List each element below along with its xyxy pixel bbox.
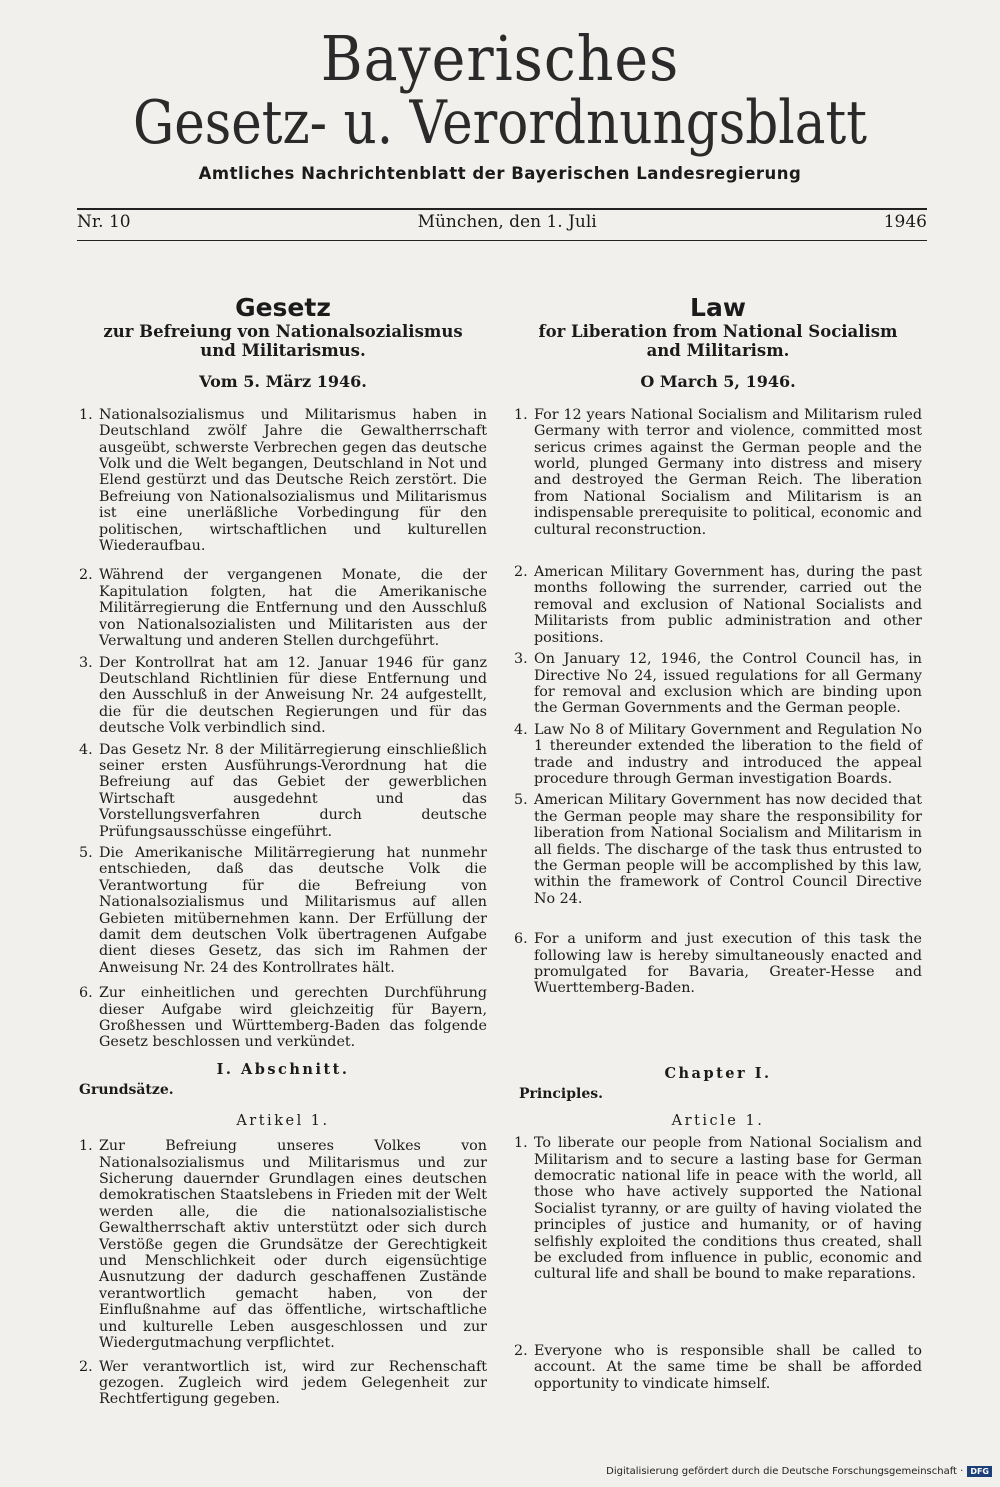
german-preamble (79, 407, 487, 1051)
item-text: Law No 8 of Military Government and Regulation No 1 thereunder extended the liberation to the field of trade and industry and introduced the appeal procedure through German investigation Boards. (534, 721, 922, 787)
masthead-subtitle: Amtliches Nachrichtenblatt der Bayerischen Landesregierung (198, 164, 802, 183)
german-preamble-item (79, 567, 487, 649)
masthead-title-line2: Gesetz- u. Verordnungsblatt (132, 88, 868, 158)
item-text: American Military Government has, during the past months following the surrender, carried out the removal and exclusion of National Socialists and Militarists from public administration and other positions. (534, 564, 922, 646)
english-law-subtitle-line1: for Liberation from National Socialism (538, 322, 898, 342)
english-preamble-item (514, 564, 922, 646)
item-number: 6. (514, 931, 528, 948)
english-preamble-item (514, 792, 922, 907)
german-column (79, 293, 487, 1051)
english-article-item (514, 1343, 922, 1392)
item-number: 4. (79, 741, 93, 758)
german-preamble-item (79, 845, 487, 976)
item-number: 5. (79, 844, 93, 861)
english-article-item (514, 1135, 922, 1283)
item-text: Nationalsozialismus und Militarismus haben in Deutschland zwölf Jahre die Gewaltherrschaft ausgeübt, schwerste Verbrechen gegen das deutsche Volk und die Welt begangen, Deutschland in Not und Elend gestürzt und das Deutsche Reich zerstört. Die Befreiung von Nationalsozialismus und Militarismus ist eine unerläßliche Vorbedingung für den politischen, wirtschaftlichen und kulturellen Wiederaufbau. (99, 406, 487, 555)
german-article-item (79, 1138, 487, 1351)
masthead (60, 22, 940, 183)
item-text: On January 12, 1946, the Control Council has, in Directive No 24, issued regulations for all Germany for removal and exclusion which are binding upon the German Governments and the German people. (534, 651, 922, 717)
item-text: Zur Befreiung unseres Volkes von Nationalsozialismus und Militarismus und zur Sicherung dauernder Grundlagen eines deutschen demokratischen Staatslebens in Frieden mit der Welt werden alle, die die nationalsozialistische Gewaltherrschaft aktiv unterstützt oder sich durch Verstöße gegen die Grundsätze der Gerechtigkeit und Menschlichkeit oder durch eigensüchtige Ausnutzung der dadurch geschaffenen Zustände verantwortlich gemacht haben, von der Einflußnahme auf das öffentliche, wirtschaftliche und kulturelle Leben ausgeschlossen und zur Wiedergutmachung verpflichtet. (99, 1138, 487, 1352)
german-chapter-block (79, 1062, 487, 1408)
item-number: 6. (79, 985, 93, 1002)
english-preamble-item (514, 722, 922, 788)
german-article-heading: Artikel 1. (236, 1112, 330, 1129)
item-number: 3. (79, 654, 93, 671)
item-number: 4. (514, 721, 528, 738)
german-law-subtitle-line2: und Militarismus. (200, 341, 366, 361)
german-preamble-item (79, 655, 487, 737)
item-number: 2. (79, 1358, 93, 1375)
english-chapter-heading: Chapter I. (664, 1065, 772, 1082)
german-law-date: Vom 5. März 1946. (199, 372, 367, 392)
english-preamble-item (514, 931, 922, 997)
english-law-title: Law (690, 293, 746, 322)
masthead-rule-bottom (77, 240, 927, 241)
item-text: Everyone who is responsible shall be called to account. At the same time be shall be afforded opportunity to vindicate himself. (534, 1342, 922, 1392)
german-article-item (79, 1359, 487, 1408)
item-number: 1. (79, 1138, 93, 1155)
issue-line (77, 212, 927, 232)
german-preamble-item (79, 407, 487, 555)
item-text: For 12 years National Socialism and Militarism ruled Germany with terror and violence, committed most sericus crimes against the German people and the world, plunged Germany into distress and misery and destroyed the German Reich. The liberation from National Socialism and Militarism is an indispensable prerequisite to political, economic and cultural reconstruction. (534, 406, 922, 538)
item-number: 2. (514, 1342, 528, 1359)
german-chapter-heading: I. Abschnitt. (216, 1061, 350, 1078)
item-text: For a uniform and just execution of this task the following law is hereby simultaneously enacted and promulgated for Bavaria, Greater-Hesse and Wuerttemberg-Baden. (534, 931, 922, 997)
item-text: Zur einheitlichen und gerechten Durchführung dieser Aufgabe wird gleichzeitig für Bayern, Großhessen und Württemberg-Baden das folgende Gesetz beschlossen und verkündet. (99, 985, 487, 1051)
item-text: Der Kontrollrat hat am 12. Januar 1946 für ganz Deutschland Richtlinien für diese Entfernung und den Ausschluß in der Anweisung Nr. 24 aufgestellt, die für die deutschen Regierungen und für das deutsche Volk verbindlich sind. (99, 654, 487, 737)
item-number: 1. (514, 1135, 528, 1152)
item-number: 1. (79, 406, 93, 423)
english-preamble-item (514, 651, 922, 717)
german-preamble-item (79, 985, 487, 1051)
issue-number: Nr. 10 (77, 212, 131, 232)
german-principles-heading: Grundsätze. (79, 1082, 174, 1099)
german-law-subtitle (79, 322, 487, 360)
footer-text: Digitalisierung gefördert durch die Deutsche Forschungsgemeinschaft · (606, 1466, 964, 1477)
masthead-title-line1: Bayerisches (320, 22, 680, 95)
item-text: To liberate our people from National Socialism and Militarism and to secure a lasting base for German democratic national life in peace with the world, all those who have actively supported the National Socialist tyranny, or are guilty of having violated the principles of justice and humanity, or of having selfishly exploited the conditions thus created, shall be excluded from influence in public, economic and cultural life and shall be bound to make reparations. (534, 1135, 922, 1283)
item-text: American Military Government has now decided that the German people may share the responsibility for liberation from National Socialism and Militarism in all fields. The discharge of the task thus entrusted to the German people will be accomplished by this law, within the framework of Control Council Directive No 24. (534, 792, 922, 907)
item-text: Wer verantwortlich ist, wird zur Rechenschaft gezogen. Zugleich wird jedem Gelegenheit zur Rechtfertigung gegeben. (99, 1358, 487, 1408)
item-text: Während der vergangenen Monate, die der Kapitulation folgten, hat die Amerikanische Militärregierung die Entfernung und den Ausschluß von Nationalsozialisten und Militaristen aus der Verwaltung und anderen Stellen durchgeführt. (99, 567, 487, 650)
masthead-rule-top (77, 208, 927, 210)
english-law-subtitle (514, 322, 922, 360)
dfg-logo-icon: DFG (967, 1466, 992, 1477)
item-text: Die Amerikanische Militärregierung hat nunmehr entschieden, daß das deutsche Volk die Verantwortung für die Befreiung von Nationalsozialismus und Militarismus auf allen Gebieten mitübernehmen kann. Der Erfüllung der damit dem deutschen Volk übertragenen Aufgabe dient dieses Gesetz, das sich im Rahmen der Anweisung Nr. 24 des Kontrollrates hält. (99, 844, 487, 976)
english-law-date: O March 5, 1946. (640, 372, 796, 392)
item-number: 2. (514, 564, 528, 581)
item-number: 3. (514, 651, 528, 668)
issue-year: 1946 (883, 212, 927, 232)
english-law-subtitle-line2: and Militarism. (646, 341, 790, 361)
english-column (514, 293, 922, 997)
item-number: 1. (514, 406, 528, 423)
english-principles-heading: Principles. (519, 1086, 604, 1103)
english-preamble-item (514, 407, 922, 538)
item-text: Das Gesetz Nr. 8 der Militärregierung einschließlich seiner ersten Ausführungs-Verordnung hat die Befreiung auf das Gebiet der gewerblichen Wirtschaft ausgedehnt und das Vorstellungsverfahren durch deutsche Prüfungsausschüsse eingeführt. (99, 741, 487, 840)
issue-place-date: München, den 1. Juli (417, 212, 597, 232)
english-preamble (514, 407, 922, 997)
footer-attribution (606, 1466, 992, 1477)
german-law-title: Gesetz (235, 293, 331, 322)
item-number: 5. (514, 792, 528, 809)
english-chapter-block (514, 1066, 922, 1392)
german-law-subtitle-line1: zur Befreiung von Nationalsozialismus (103, 322, 463, 342)
english-article-heading: Article 1. (671, 1112, 765, 1129)
german-preamble-item (79, 742, 487, 840)
item-number: 2. (79, 567, 93, 584)
